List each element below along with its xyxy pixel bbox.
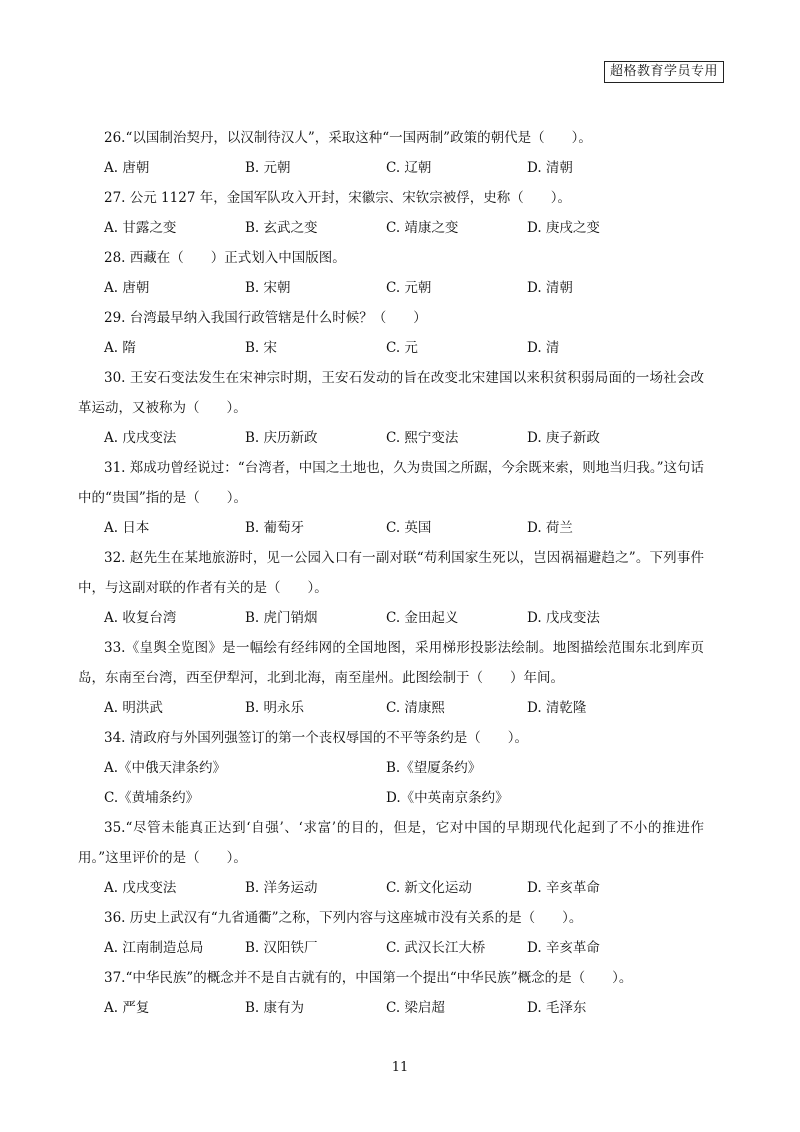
option-b[interactable]: B. 宋朝	[245, 280, 291, 296]
option-d[interactable]: D. 清乾隆	[527, 700, 587, 716]
option-b[interactable]: B. 庆历新政	[245, 430, 318, 446]
option-c[interactable]: C. 熙宁变法	[386, 430, 459, 446]
question-26-options	[104, 153, 704, 183]
question-35-stem: 35.“尽管未能真正达到‘自强’、‘求富’的目的，但是，它对中国的早期现代化起到了不小的推进作用。”这里评价的是（ ）。	[78, 820, 704, 866]
question-33-options	[104, 693, 704, 723]
option-c[interactable]: C. 元	[386, 340, 418, 356]
option-a[interactable]: A. 明洪武	[104, 700, 163, 716]
question-31-stem: 31. 郑成功曾经说过：“台湾者，中国之土地也，久为贵国之所踞，今余既来索，则地当归我。”这句话中的“贵国”指的是（ ）。	[78, 460, 704, 506]
option-b[interactable]: B. 洋务运动	[245, 880, 318, 896]
question-29-stem: 29. 台湾最早纳入我国行政管辖是什么时候？（ ）	[104, 310, 427, 326]
option-c[interactable]: C. 靖康之变	[386, 220, 459, 236]
option-b[interactable]: B. 康有为	[245, 1000, 305, 1016]
question-26-stem: 26.“以国制治契丹，以汉制待汉人”，采取这种“一国两制”政策的朝代是（ ）。	[104, 130, 592, 146]
option-a[interactable]: A. 收复台湾	[104, 610, 177, 626]
option-d[interactable]: D. 清朝	[527, 160, 573, 176]
option-c[interactable]: C.《黄埔条约》	[104, 790, 200, 806]
option-c[interactable]: C. 金田起义	[386, 610, 459, 626]
header-badge: 超格教育学员专用	[604, 61, 724, 83]
option-a[interactable]: A. 唐朝	[104, 280, 150, 296]
question-30-stem: 30. 王安石变法发生在宋神宗时期，王安石发动的旨在改变北宋建国以来积贫积弱局面的一场社会改革运动，又被称为（ ）。	[78, 370, 704, 416]
option-c[interactable]: C. 清康熙	[386, 700, 445, 716]
option-b[interactable]: B. 玄武之变	[245, 220, 318, 236]
option-c[interactable]: C. 英国	[386, 520, 432, 536]
option-a[interactable]: A. 日本	[104, 520, 150, 536]
question-31-options	[104, 513, 704, 543]
option-b[interactable]: B. 明永乐	[245, 700, 305, 716]
option-d[interactable]: D. 清	[527, 340, 560, 356]
question-33-stem: 33.《皇舆全览图》是一幅绘有经纬网的全国地图，采用梯形投影法绘制。地图描绘范围东北到库页岛，东南至台湾，西至伊犁河，北到北海，南至崖州。此图绘制于（ ）年间。	[78, 640, 704, 686]
option-a[interactable]: A. 严复	[104, 1000, 150, 1016]
option-b[interactable]: B.《望厦条约》	[386, 760, 482, 776]
option-a[interactable]: A. 唐朝	[104, 160, 150, 176]
question-27-options	[104, 213, 704, 243]
option-c[interactable]: C. 梁启超	[386, 1000, 445, 1016]
option-d[interactable]: D. 辛亥革命	[527, 940, 600, 956]
question-28-stem: 28. 西藏在（ ）正式划入中国版图。	[104, 250, 346, 266]
option-b[interactable]: B. 虎门销烟	[245, 610, 318, 626]
option-c[interactable]: C. 新文化运动	[386, 880, 472, 896]
option-d[interactable]: D. 庚戌之变	[527, 220, 600, 236]
option-d[interactable]: D. 庚子新政	[527, 430, 600, 446]
question-36-options	[104, 933, 704, 963]
option-a[interactable]: A. 江南制造总局	[104, 940, 204, 956]
option-d[interactable]: D.《中英南京条约》	[386, 790, 509, 806]
option-b[interactable]: B. 汉阳铁厂	[245, 940, 318, 956]
question-32-options	[104, 603, 704, 633]
question-34-options-row-1	[104, 753, 704, 783]
question-34-options-row-2	[104, 783, 704, 813]
option-d[interactable]: D. 辛亥革命	[527, 880, 600, 896]
option-b[interactable]: B. 元朝	[245, 160, 291, 176]
option-d[interactable]: D. 荷兰	[527, 520, 573, 536]
question-30-options	[104, 423, 704, 453]
option-b[interactable]: B. 宋	[245, 340, 278, 356]
question-28-options	[104, 273, 704, 303]
question-29-options	[104, 333, 704, 363]
option-a[interactable]: A. 戊戌变法	[104, 880, 177, 896]
question-36-stem: 36. 历史上武汉有“九省通衢”之称，下列内容与这座城市没有关系的是（ ）。	[104, 910, 583, 926]
option-c[interactable]: C. 辽朝	[386, 160, 432, 176]
option-c[interactable]: C. 武汉长江大桥	[386, 940, 486, 956]
option-d[interactable]: D. 毛泽东	[527, 1000, 587, 1016]
option-d[interactable]: D. 戊戌变法	[527, 610, 600, 626]
question-32-stem: 32. 赵先生在某地旅游时，见一公园入口有一副对联“苟利国家生死以，岂因祸福避趋之”。下列事件中，与这副对联的作者有关的是（ ）。	[78, 550, 704, 596]
question-34-stem: 34. 清政府与外国列强签订的第一个丧权辱国的不平等条约是（ ）。	[104, 730, 529, 746]
option-a[interactable]: A. 隋	[104, 340, 136, 356]
question-list	[78, 123, 704, 1023]
page-number: 11	[391, 1060, 409, 1075]
option-b[interactable]: B. 葡萄牙	[245, 520, 305, 536]
option-a[interactable]: A. 戊戌变法	[104, 430, 177, 446]
option-c[interactable]: C. 元朝	[386, 280, 432, 296]
option-a[interactable]: A. 甘露之变	[104, 220, 177, 236]
question-27-stem: 27. 公元 1127 年，金国军队攻入开封，宋徽宗、宋钦宗被俘，史称（ ）。	[104, 190, 571, 206]
question-35-options	[104, 873, 704, 903]
option-a[interactable]: A.《中俄天津条约》	[104, 760, 227, 776]
question-37-stem: 37.“中华民族”的概念并不是自古就有的，中国第一个提出“中华民族”概念的是（ ）。	[104, 970, 633, 986]
question-37-options	[104, 993, 704, 1023]
option-d[interactable]: D. 清朝	[527, 280, 573, 296]
